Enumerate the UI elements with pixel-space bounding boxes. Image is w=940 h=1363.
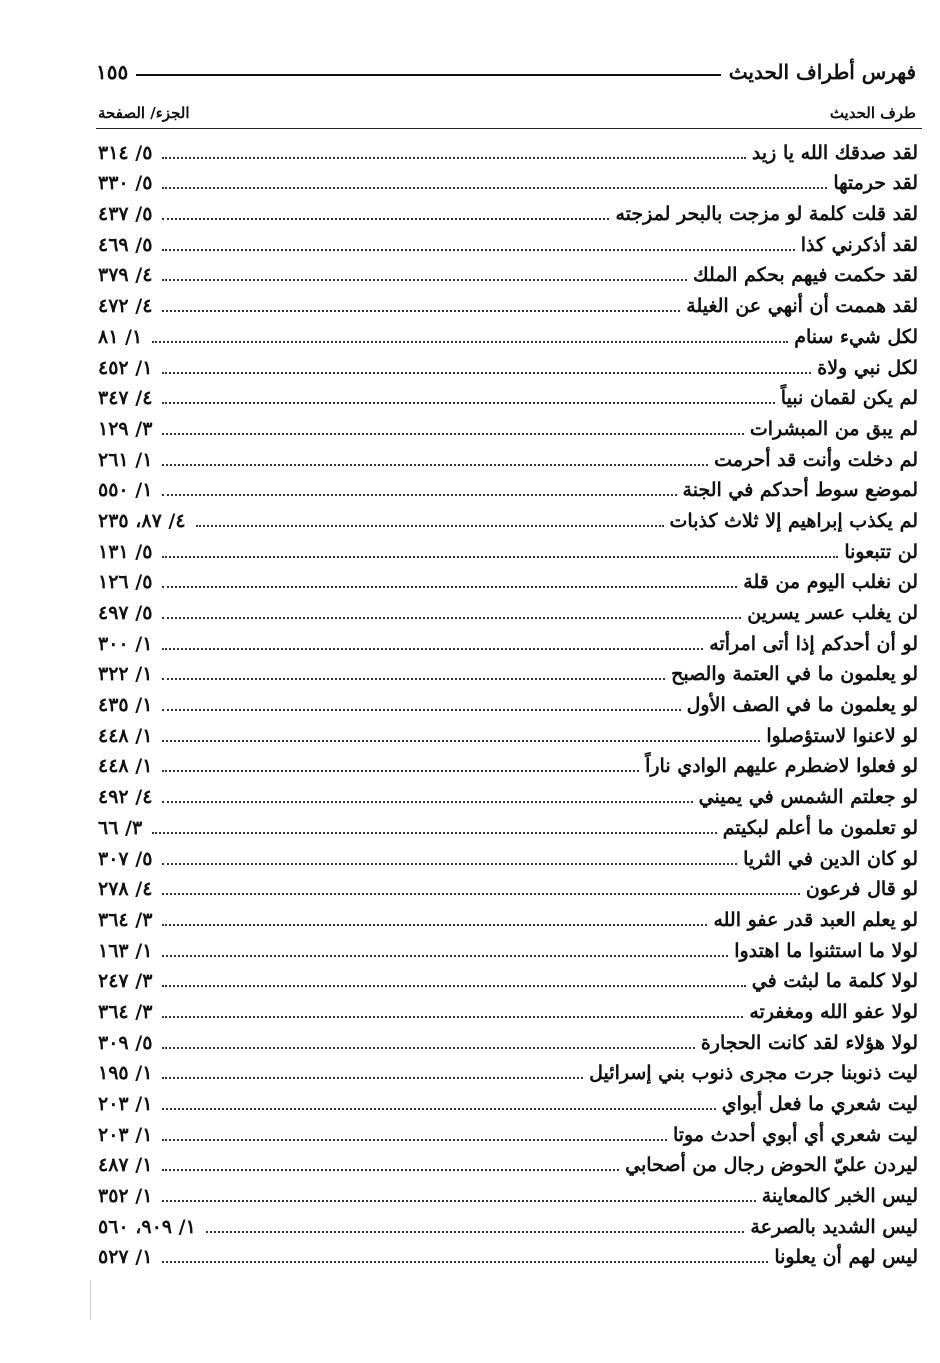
index-entry (98, 382, 918, 413)
entry-hadith-text: لولا هؤلاء لقد كانت الحجارة (700, 1031, 918, 1054)
entry-hadith-text: لم يكن لقمان نبياً (780, 387, 918, 410)
dot-leader (206, 1230, 745, 1233)
entry-volume-page: ١/ ٢٠٣ (98, 1123, 153, 1146)
entry-volume-page: ٤/ ٢٧٨ (98, 878, 153, 901)
entry-volume-page: ١/ ٩٠٩، ٥٦٠ (98, 1215, 196, 1238)
dot-leader (162, 1015, 743, 1018)
entry-hadith-text: لن نغلب اليوم من قلة (743, 571, 918, 594)
index-entry (98, 504, 918, 535)
entry-volume-page: ١/ ٢٦١ (98, 448, 153, 471)
entry-hadith-text: لم يكذب إبراهيم إلا ثلاث كذبات (669, 509, 918, 532)
index-entry (98, 811, 918, 842)
entry-hadith-text: لو كان الدين في الثريا (743, 847, 918, 870)
entry-volume-page: ٣/ ٦٦ (98, 816, 143, 839)
entry-hadith-text: لقد حكمت فيهم بحكم الملك (693, 264, 918, 287)
entry-volume-page: ٥/ ٣٠٩ (98, 1031, 153, 1054)
entry-hadith-text: لم يبق من المبشرات (749, 417, 918, 440)
entry-hadith-text: لو يعلمون ما في الصف الأول (686, 694, 918, 717)
entry-hadith-text: لكل شيء سنام (794, 325, 918, 348)
entry-volume-page: ٥/ ٤٣٧ (98, 203, 153, 226)
entry-volume-page: ١/ ٨١ (98, 325, 143, 348)
dot-leader (162, 647, 703, 650)
dot-leader (162, 1107, 715, 1110)
entry-hadith-text: لقد هممت أن أنهي عن الغيلة (686, 295, 918, 318)
entry-hadith-text: ليس الشديد بالصرعة (750, 1215, 918, 1238)
entry-volume-page: ٥/ ٣٠٧ (98, 847, 153, 870)
entry-volume-page: ٤/ ٣٤٧ (98, 387, 153, 410)
index-entry (98, 780, 918, 811)
entry-volume-page: ١/ ٥٢٧ (98, 1246, 153, 1269)
dot-leader (162, 371, 811, 374)
dot-leader (162, 156, 746, 159)
entry-volume-page: ٥/ ٣٣٠ (98, 172, 153, 195)
index-entry (98, 228, 918, 259)
entry-volume-page: ٣/ ٣٦٤ (98, 1000, 153, 1023)
entry-hadith-text: لن تتبعونا (844, 540, 918, 563)
index-entry (98, 443, 918, 474)
entry-volume-page: ٣/ ١٢٩ (98, 417, 153, 440)
entry-hadith-text: لو لاعنوا لاستؤصلوا (766, 724, 918, 747)
index-entry (98, 995, 918, 1026)
entry-hadith-text: لكل نبي ولاة (817, 356, 918, 379)
index-entry (98, 1087, 918, 1118)
index-entry (98, 1241, 918, 1272)
entry-volume-page: ٥/ ١٢٦ (98, 571, 153, 594)
index-entries (98, 136, 918, 1271)
entry-hadith-text: لموضع سوط أحدكم في الجنة (682, 479, 918, 502)
index-entry (98, 627, 918, 658)
entry-volume-page: ١/ ٣٢٢ (98, 663, 153, 686)
dot-leader (162, 1168, 619, 1171)
entry-volume-page: ١/ ٤٣٥ (98, 694, 153, 717)
index-entry (98, 596, 918, 627)
index-entry (98, 197, 918, 228)
dot-leader (162, 616, 741, 619)
index-entry (98, 535, 918, 566)
dot-leader (162, 1138, 667, 1141)
index-entry (98, 1118, 918, 1149)
dot-leader (162, 1076, 583, 1079)
column-heading-volume-page: الجزء/ الصفحة (98, 104, 190, 122)
dot-leader (162, 248, 794, 251)
entry-volume-page: ٥/ ٤٦٩ (98, 233, 153, 256)
index-entry (98, 1057, 918, 1088)
index-entry (98, 351, 918, 382)
entry-volume-page: ١/ ٥٥٠ (98, 479, 153, 502)
index-entry (98, 719, 918, 750)
dot-leader (162, 555, 838, 558)
entry-hadith-text: لولا كلمة ما لبثت في (751, 970, 918, 993)
entry-hadith-text: لولا عفو الله ومغفرته (749, 1000, 918, 1023)
entry-volume-page: ٤/ ٤٧٢ (98, 295, 153, 318)
dot-leader (162, 954, 728, 957)
dot-leader (162, 585, 737, 588)
dot-leader (162, 984, 745, 987)
entry-hadith-text: لقد حرمتها (833, 172, 918, 195)
entry-hadith-text: ليت شعري أي أبوي أحدث موتا (672, 1123, 918, 1146)
entry-hadith-text: ليت شعري ما فعل أبواي (721, 1093, 918, 1115)
index-entry (98, 688, 918, 719)
dot-leader (162, 186, 827, 189)
entry-volume-page: ١/ ٤٤٨ (98, 724, 153, 747)
entry-volume-page: ١/ ٤٨٧ (98, 1154, 153, 1177)
column-heading-rule (96, 128, 922, 129)
dot-leader (152, 340, 788, 343)
index-entry (98, 474, 918, 505)
index-entry (98, 842, 918, 873)
entry-hadith-text: لم دخلت وأنت قد أحرمت (714, 448, 918, 471)
index-entry (98, 934, 918, 965)
dot-leader (162, 463, 708, 466)
entry-volume-page: ١/ ٤٤٨ (98, 755, 153, 778)
entry-hadith-text: لقد أذكرني كذا (800, 233, 918, 256)
index-entry (98, 320, 918, 351)
index-entry (98, 1179, 918, 1210)
dot-leader (162, 769, 639, 772)
entry-hadith-text: ليت ذنوبنا جرت مجرى ذنوب بني إسرائيل (589, 1062, 918, 1085)
dot-leader (162, 923, 707, 926)
column-heading-hadith: طرف الحديث (829, 104, 916, 122)
dot-leader (162, 432, 743, 435)
entry-hadith-text: لو جعلتم الشمس في يميني (698, 786, 918, 809)
entry-hadith-text: لولا ما استثنوا ما اهتدوا (734, 939, 918, 962)
entry-hadith-text: لو يعلم العبد قدر عفو الله (713, 908, 918, 931)
index-entry (98, 566, 918, 597)
entry-volume-page: ١/ ١٩٥ (98, 1062, 153, 1085)
dot-leader (162, 493, 676, 496)
entry-hadith-text: لقد قلت كلمة لو مزجت بالبحر لمزجته (615, 203, 918, 226)
entry-hadith-text: لو قال فرعون (805, 878, 918, 901)
dot-leader (162, 309, 680, 312)
dot-leader (162, 739, 760, 742)
entry-hadith-text: لو أن أحدكم إذا أتى امرأته (709, 632, 918, 655)
index-entry (98, 412, 918, 443)
entry-volume-page: ١/ ٢٠٣ (98, 1093, 153, 1115)
index-entry (98, 289, 918, 320)
dot-leader (162, 708, 680, 711)
dot-leader (162, 677, 665, 680)
index-entry (98, 1210, 918, 1241)
entry-volume-page: ١/ ٣٥٢ (98, 1185, 153, 1208)
gutter-mark (90, 1280, 91, 1320)
running-header (96, 54, 916, 90)
entry-volume-page: ٥/ ١٣١ (98, 540, 153, 563)
index-entry (98, 1149, 918, 1180)
dot-leader (162, 1046, 694, 1049)
index-entry (98, 873, 918, 904)
dot-leader (162, 800, 692, 803)
entry-hadith-text: لو يعلمون ما في العتمة والصبح (671, 663, 918, 686)
entry-hadith-text: ليس لهم أن يعلونا (774, 1246, 918, 1269)
dot-leader (152, 831, 717, 834)
index-entry (98, 750, 918, 781)
entry-volume-page: ٣/ ٣٦٤ (98, 908, 153, 931)
entry-volume-page: ٥/ ٤٩٧ (98, 602, 153, 624)
index-entry (98, 965, 918, 996)
entry-hadith-text: لقد صدقك الله يا زيد (751, 141, 918, 164)
entry-volume-page: ١/ ٤٥٢ (98, 356, 153, 379)
entry-volume-page: ٥/ ٣١٤ (98, 141, 153, 164)
index-entry (98, 1026, 918, 1057)
dot-leader (162, 1260, 768, 1263)
entry-volume-page: ٤/ ٣٧٩ (98, 264, 153, 287)
dot-leader (162, 892, 799, 895)
entry-hadith-text: لن يغلب عسر يسرين (747, 602, 918, 624)
dot-leader (162, 862, 737, 865)
index-entry (98, 903, 918, 934)
index-entry (98, 259, 918, 290)
index-entry (98, 167, 918, 198)
index-entry (98, 136, 918, 167)
dot-leader (196, 524, 664, 527)
entry-volume-page: ٣/ ٢٤٧ (98, 970, 153, 993)
dot-leader (162, 217, 609, 220)
dot-leader (162, 278, 687, 281)
entry-volume-page: ١/ ١٦٣ (98, 939, 153, 962)
column-headings (98, 100, 916, 126)
index-entry (98, 658, 918, 689)
running-title: فهرس أطراف الحديث (728, 60, 916, 84)
entry-hadith-text: ليس الخبر كالمعاينة (761, 1185, 918, 1208)
entry-hadith-text: لو فعلوا لاضطرم عليهم الوادي ناراً (645, 755, 918, 778)
entry-hadith-text: ليردن عليّ الحوض رجال من أصحابي (625, 1154, 918, 1177)
header-rule (136, 74, 721, 76)
dot-leader (162, 401, 774, 404)
entry-volume-page: ١/ ٣٠٠ (98, 632, 153, 655)
page-number: ١٥٥ (96, 60, 129, 84)
entry-hadith-text: لو تعلمون ما أعلم لبكيتم (722, 816, 918, 839)
entry-volume-page: ٤/ ٤٩٢ (98, 786, 153, 809)
entry-volume-page: ٤/ ٨٧، ٢٣٥ (98, 509, 186, 532)
dot-leader (162, 1199, 755, 1202)
